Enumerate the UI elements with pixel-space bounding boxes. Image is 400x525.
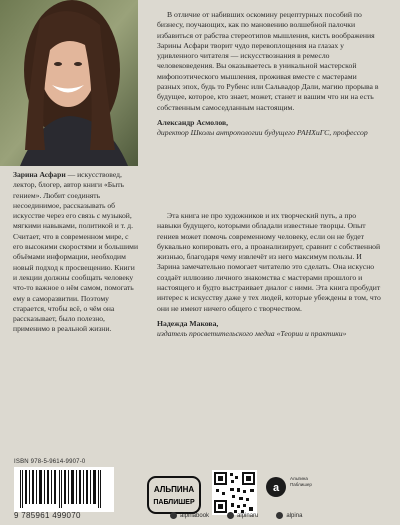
- review-2-signer: Надежда Макова,: [157, 318, 219, 328]
- review-1: [157, 10, 382, 139]
- review-2-text: Эта книга не про художников и их творческий путь, а про навыки будущего, которыми обладали известные творцы. Опыт гениев может помочь современному человеку, если он не будет буквально копировать его, а проанализирует, сравнит с собственной жизнью, благодаря чему извлечёт из него максимум пользы. И Зарина замечательно помогает читателю это сделать. Она искусно создаёт иллюзию личного знакомства с мастерами прошлого и настоящего и будто выстраивает диалог с ними. Эта книга пробудит интерес к искусству даже у тех людей, которые убеждены в том, что они не имеют ничего общего с творчеством.: [157, 211, 381, 313]
- review-2: [157, 211, 382, 340]
- author-name: Зарина Асфари: [13, 170, 66, 179]
- barcode: [14, 467, 114, 512]
- social-links: [170, 512, 400, 519]
- publisher-logo-line-1: АЛЬПИНА: [153, 485, 195, 494]
- social-link-alpinaru[interactable]: alpinaru: [227, 512, 258, 519]
- author-bio: [13, 170, 139, 335]
- social-link-alpinabook[interactable]: alpinabook: [170, 512, 209, 519]
- review-1-text: В отличие от набивших оскомину рецептурных пособий по бизнесу, поучающих, как по мановению волшебной палочки избавиться от рабства стереотипов мышления, кисть воображения Зарины Асфари творит чудо перевоплощения на глазах у удивленного читателя — искусствознания в ремесло человековедения. Вы оказываетесь в уникальной мастерской мифопоэтического мышления, проживая вместе с мастерами разных эпох, будь то Рубенс или Сальвадор Дали, магию прорыва в будущее, которое, кто знает, может, станет и вашим что ни на есть собственным самоседланным настоящим.: [157, 10, 379, 112]
- barcode-digits: 9 785961 499070: [14, 511, 81, 520]
- svg-text:a: a: [272, 482, 280, 494]
- isbn-text: ISBN 978-5-9614-9907-0: [14, 459, 86, 465]
- facebook-icon: [170, 512, 177, 519]
- author-photo: [0, 0, 138, 166]
- publisher-round-logo-icon: [265, 476, 287, 498]
- vk-icon: [227, 512, 234, 519]
- review-1-signer: Александр Асмолов,: [157, 117, 229, 127]
- social-link-alpina[interactable]: alpina: [276, 512, 302, 519]
- publisher-logo: [147, 476, 201, 514]
- publisher-info: Альпина Паблишер: [290, 476, 312, 487]
- publisher-logo-line-2: ПАБЛИШЕР: [153, 499, 195, 506]
- review-1-role: директор Школы антропологии будущего РАНХиГС, профессор: [157, 128, 368, 138]
- instagram-icon: [276, 512, 283, 519]
- qr-code[interactable]: [212, 470, 257, 515]
- review-2-role: издатель просветительского медиа «Теории и практики»: [157, 329, 347, 339]
- author-bio-text: — искусствовед, лектор, блогер, автор книги «Быть гением». Любит соединять несоединимое, рассказывать об искусстве через его связь с музыкой, мягкими навыками, политикой и т. д. Считает, что в современном мире, с его высокими скоростями и большими объёмами информации, необходим новый подход к просвещению. Книги и лекции должны сообщать человеку что-то важное о нём самом, помогать ему в саморазвитии. Поэтому старается, чтобы всё, о чём она рассказывает, было полезно, применимо в реальной жизни.: [13, 170, 139, 334]
